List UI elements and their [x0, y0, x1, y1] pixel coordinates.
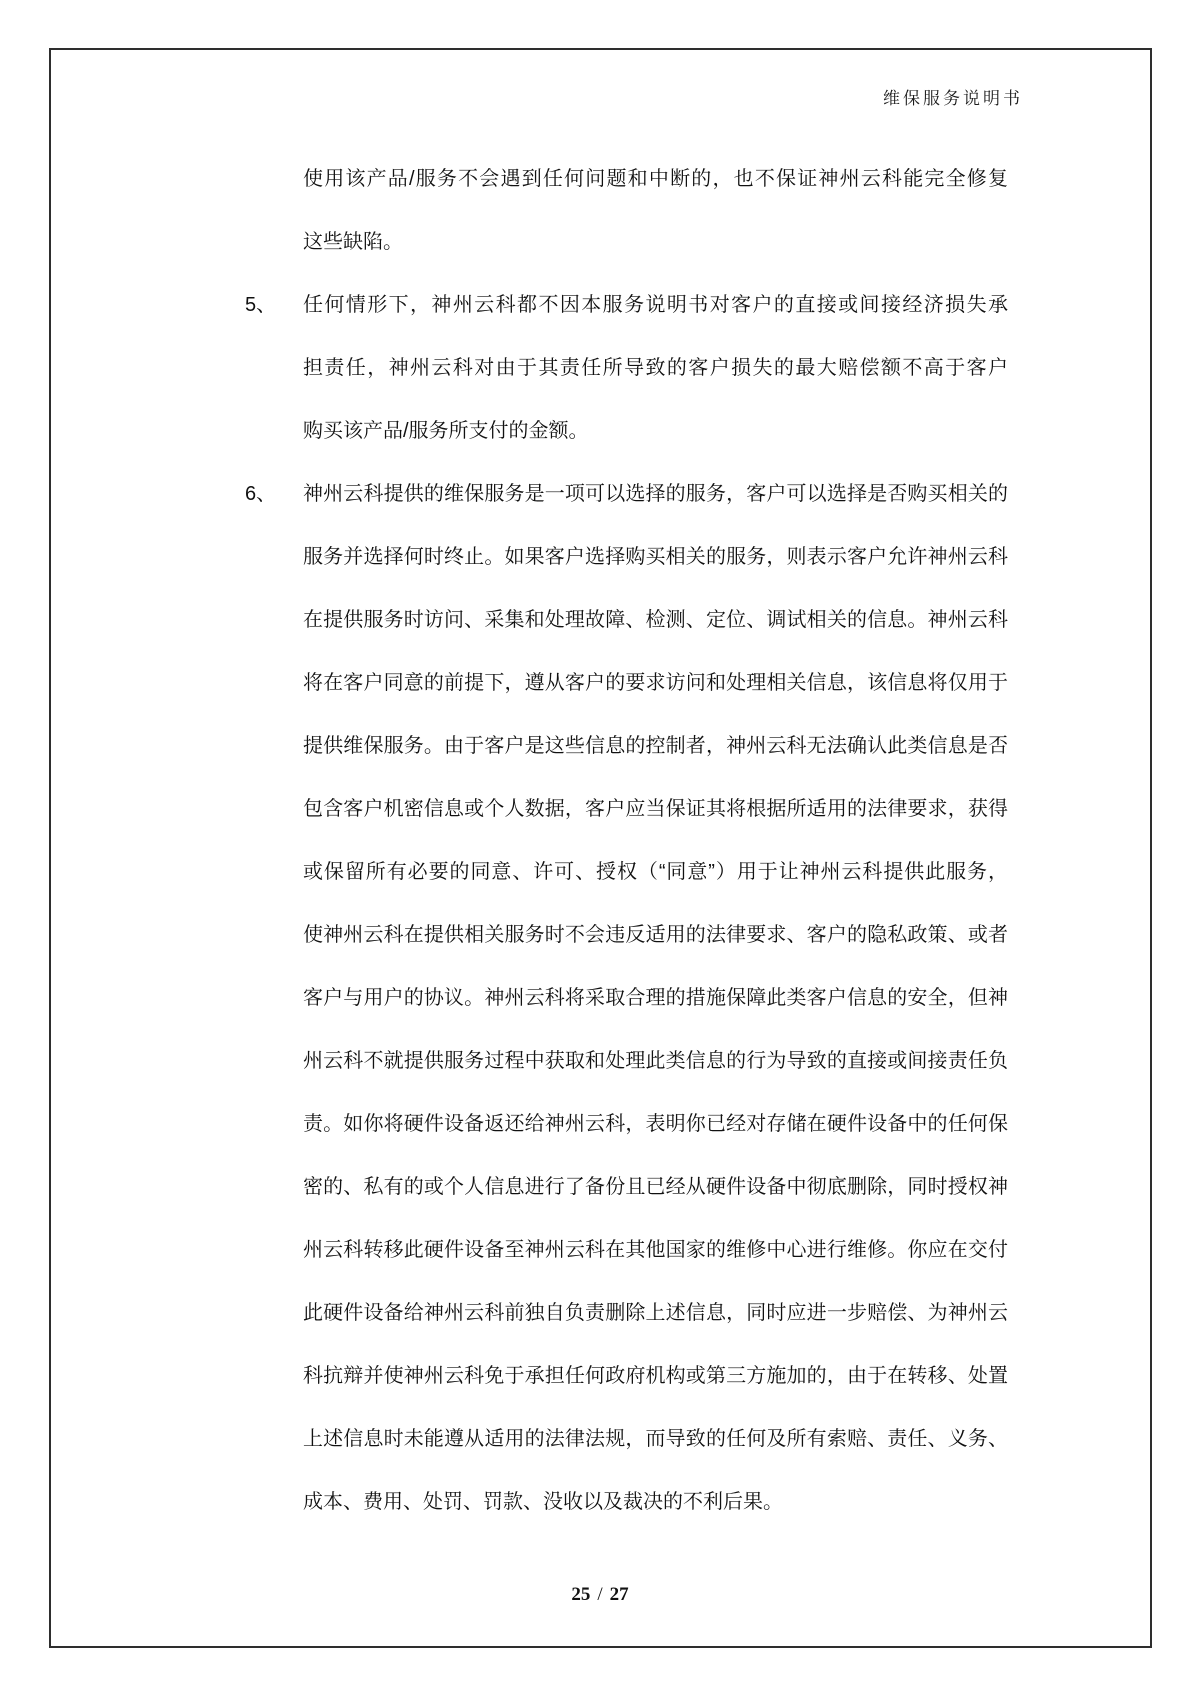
page-number	[0, 1584, 1200, 1606]
text-line: 密的、私有的或个人信息进行了备份且已经从硬件设备中彻底删除，同时授权神	[303, 1176, 1008, 1198]
text-line: 此硬件设备给神州云科前独自负责删除上述信息，同时应进一步赔偿、为神州云	[303, 1302, 1008, 1324]
list-item-number: 5、	[245, 294, 277, 316]
text-line: 服务并选择何时终止。如果客户选择购买相关的服务，则表示客户允许神州云科	[303, 546, 1008, 568]
text-line: 使用该产品/服务不会遇到任何问题和中断的，也不保证神州云科能完全修复	[303, 168, 1008, 190]
list-item-number: 6、	[245, 483, 277, 505]
document-body	[245, 148, 1008, 1534]
text-line: 上述信息时未能遵从适用的法律法规，而导致的任何及所有索赔、责任、义务、	[303, 1428, 1008, 1450]
text-line: 将在客户同意的前提下，遵从客户的要求访问和处理相关信息，该信息将仅用于	[303, 672, 1008, 694]
list-item-text	[303, 463, 1008, 1534]
page-header-title: 维保服务说明书	[883, 89, 1023, 108]
text-line: 使神州云科在提供相关服务时不会违反适用的法律要求、客户的隐私政策、或者	[303, 924, 1008, 946]
text-line: 科抗辩并使神州云科免于承担任何政府机构或第三方施加的，由于在转移、处置	[303, 1365, 1008, 1387]
list-item	[245, 463, 1008, 1534]
text-line: 客户与用户的协议。神州云科将采取合理的措施保障此类客户信息的安全，但神	[303, 987, 1008, 1009]
text-line: 成本、费用、处罚、罚款、没收以及裁决的不利后果。	[303, 1491, 783, 1513]
text-line: 担责任，神州云科对由于其责任所导致的客户损失的最大赔偿额不高于客户	[303, 357, 1008, 379]
text-line: 州云科转移此硬件设备至神州云科在其他国家的维修中心进行维修。你应在交付	[303, 1239, 1008, 1261]
text-line: 或保留所有必要的同意、许可、授权（“同意”）用于让神州云科提供此服务，	[303, 861, 1008, 883]
text-line: 神州云科提供的维保服务是一项可以选择的服务，客户可以选择是否购买相关的	[303, 483, 1008, 505]
text-line: 在提供服务时访问、采集和处理故障、检测、定位、调试相关的信息。神州云科	[303, 609, 1008, 631]
page-number-total: 27	[609, 1584, 629, 1605]
list-item	[245, 148, 1008, 274]
text-line: 任何情形下，神州云科都不因本服务说明书对客户的直接或间接经济损失承	[303, 294, 1008, 316]
list-item-text	[303, 274, 1008, 463]
text-line: 这些缺陷。	[303, 231, 403, 253]
list-item	[245, 274, 1008, 463]
page-number-current: 25	[571, 1584, 591, 1605]
text-line: 购买该产品/服务所支付的金额。	[303, 420, 589, 442]
page-number-separator: /	[597, 1584, 603, 1605]
text-line: 州云科不就提供服务过程中获取和处理此类信息的行为导致的直接或间接责任负	[303, 1050, 1008, 1072]
text-line: 包含客户机密信息或个人数据，客户应当保证其将根据所适用的法律要求，获得	[303, 798, 1008, 820]
text-line: 责。如你将硬件设备返还给神州云科，表明你已经对存储在硬件设备中的任何保	[303, 1113, 1008, 1135]
text-line: 提供维保服务。由于客户是这些信息的控制者，神州云科无法确认此类信息是否	[303, 735, 1008, 757]
list-item-text	[303, 148, 1008, 274]
